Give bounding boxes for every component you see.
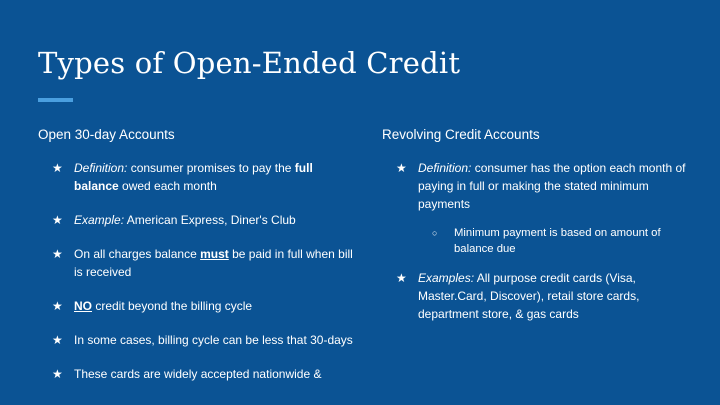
sub-item-text: Minimum payment is based on amount of balance due (454, 227, 661, 255)
list-item (38, 245, 358, 281)
right-column-heading: Revolving Credit Accounts (382, 127, 540, 142)
item-text: consumer has the option each month of paying in full or making the stated minimum payments (418, 161, 686, 211)
item-text: In some cases, billing cycle can be less that 30-days (74, 333, 353, 347)
left-column (38, 127, 358, 399)
left-column-heading: Open 30-day Accounts (38, 127, 175, 142)
item-text: American Express, Diner's Club (124, 213, 296, 227)
list-item (38, 331, 358, 349)
star-icon: ★ (52, 213, 63, 227)
sub-bullet-list (418, 225, 702, 257)
star-icon: ★ (396, 161, 407, 175)
star-icon: ★ (52, 299, 63, 313)
star-icon: ★ (396, 271, 407, 285)
star-icon: ★ (52, 247, 63, 261)
item-text: owed each month (118, 179, 217, 193)
item-strong-text: full balance (74, 161, 313, 193)
item-strong-text: must (200, 247, 229, 261)
title-accent-bar (38, 98, 73, 102)
item-text: consumer promises to pay the (127, 161, 295, 175)
list-item (38, 211, 358, 229)
list-item (38, 297, 358, 315)
list-item (38, 365, 358, 383)
star-icon: ★ (52, 161, 63, 175)
item-label: Definition: (418, 161, 472, 175)
item-text: On all charges balance (74, 247, 201, 261)
left-bullet-list (38, 159, 358, 383)
right-bullet-list (382, 159, 702, 323)
list-item (382, 269, 702, 323)
sub-list-item (418, 225, 702, 257)
item-label: Definition: (74, 161, 128, 175)
item-text: credit beyond the billing cycle (92, 299, 253, 313)
item-label: Example: (74, 213, 125, 227)
star-icon: ★ (52, 367, 63, 381)
star-icon: ★ (52, 333, 63, 347)
hollow-circle-icon: ○ (432, 228, 438, 238)
item-label: Examples: (418, 271, 475, 285)
item-text: These cards are widely accepted nationwide & (74, 367, 322, 381)
item-strong-text: NO (74, 299, 92, 313)
list-item (38, 159, 358, 195)
item-text: All purpose credit cards (Visa, Master.Card, Discover), retail store cards, department store, & gas cards (418, 271, 640, 321)
list-item (382, 159, 702, 257)
right-column (382, 127, 702, 335)
slide-title: Types of Open-Ended Credit (38, 46, 461, 80)
item-text: be paid in full when bill is received (74, 247, 353, 279)
